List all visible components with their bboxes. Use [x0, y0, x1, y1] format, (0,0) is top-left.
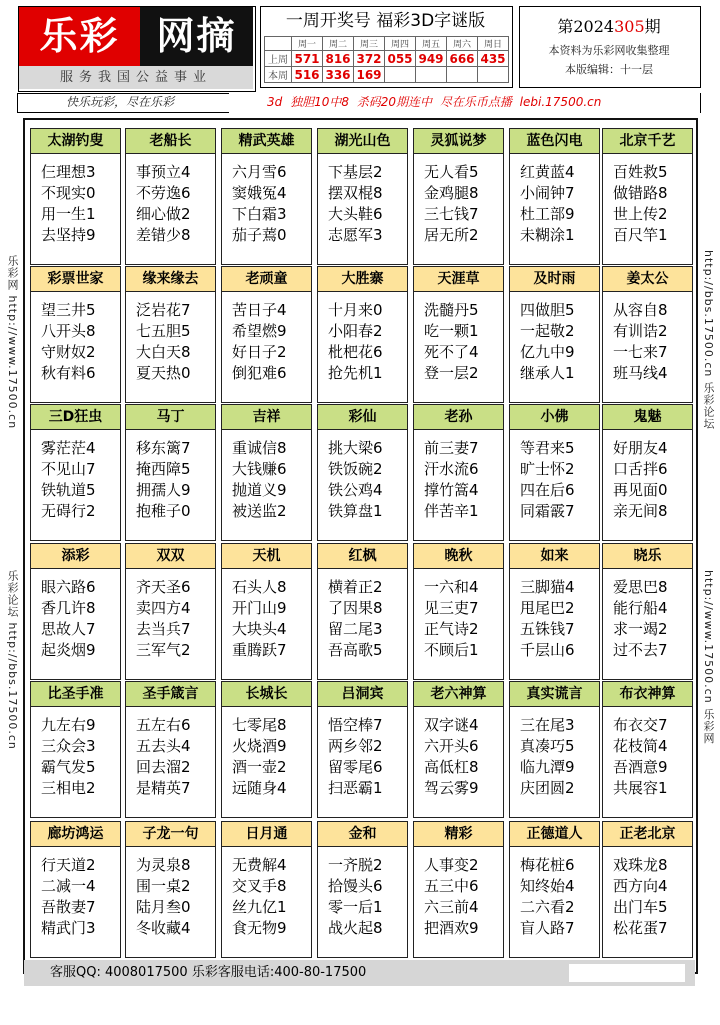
riddle-line: 等君来5	[520, 439, 575, 457]
riddle-line: 居无所2	[424, 226, 479, 244]
puzzle-cell	[317, 404, 408, 541]
riddle-line: 卖四方4	[136, 599, 191, 617]
row-label: 上周	[265, 51, 292, 67]
cell-author: 太湖钓叟	[31, 129, 120, 154]
day-header: 周五	[416, 37, 447, 51]
draw-number: 169	[354, 67, 385, 83]
riddle-line: 见三吏7	[424, 599, 479, 617]
draw-number: 055	[385, 51, 416, 67]
cell-author: 天机	[222, 544, 311, 569]
riddle-line: 移东篱7	[136, 439, 191, 457]
riddle-line: 大白天8	[136, 343, 191, 361]
riddle-line: 百尺竿1	[613, 226, 668, 244]
riddle-line: 花枝简4	[613, 737, 668, 755]
riddle-line: 七零尾8	[232, 716, 287, 734]
riddle-line: 吃一颗1	[424, 322, 479, 340]
side-url-left-bottom: 乐彩论坛 http://bbs.17500.cn	[6, 570, 19, 750]
riddle-line: 五三中6	[424, 877, 479, 895]
puzzle-cell	[221, 543, 312, 680]
riddle-line: 梅花桩6	[520, 856, 575, 874]
puzzle-cell	[30, 404, 121, 541]
table-header-row	[265, 37, 509, 51]
draw-number: 666	[447, 51, 478, 67]
puzzle-cell	[509, 681, 600, 818]
cell-author: 添彩	[31, 544, 120, 569]
cell-author: 长城长	[222, 682, 311, 707]
riddle-line: 五铢钱7	[520, 620, 575, 638]
cell-author: 廊坊鸿运	[31, 822, 120, 847]
riddle-line: 爱思巴8	[613, 578, 668, 596]
weekly-draw-table	[264, 36, 509, 83]
riddle-line: 重腾跃7	[232, 641, 287, 659]
riddle-line: 去坚持9	[41, 226, 96, 244]
riddle-line: 甩尾巴2	[520, 599, 575, 617]
last-week-row	[265, 51, 509, 67]
day-header: 周二	[323, 37, 354, 51]
cell-author: 小佛	[510, 405, 599, 430]
riddle-line: 求一竭2	[613, 620, 668, 638]
riddle-line: 泛岩花7	[136, 301, 191, 319]
riddle-line: 眼六路6	[41, 578, 96, 596]
riddle-line: 苦日子4	[232, 301, 287, 319]
riddle-line: 八开头8	[41, 322, 96, 340]
riddle-line: 一起敬2	[520, 322, 575, 340]
cell-author: 蓝色闪电	[510, 129, 599, 154]
editor-note: 本版编辑：十一层	[565, 63, 653, 76]
side-url-right-bottom: http://www.17500.cn 乐彩网	[702, 570, 715, 745]
cell-author: 鬼魅	[603, 405, 692, 430]
puzzle-cell	[30, 681, 121, 818]
riddle-line: 铁公鸡4	[328, 481, 383, 499]
riddle-line: 亲无间8	[613, 502, 668, 520]
riddle-line: 挑大梁6	[328, 439, 383, 457]
cell-author: 及时雨	[510, 267, 599, 292]
riddle-line: 小闹钟7	[520, 184, 575, 202]
riddle-line: 高低杠8	[424, 758, 479, 776]
puzzle-cell	[602, 404, 693, 541]
riddle-line: 十月来0	[328, 301, 383, 319]
cell-author: 彩票世家	[31, 267, 120, 292]
side-url-left-top: 乐彩网 http://www.17500.cn	[6, 255, 19, 430]
riddle-line: 驾云雾9	[424, 779, 479, 797]
riddle-line: 六三前4	[424, 898, 479, 916]
riddle-line: 秋有料6	[41, 364, 96, 382]
riddle-line: 汗水流6	[424, 460, 479, 478]
riddle-line: 了因果8	[328, 599, 383, 617]
riddle-line: 一七来7	[613, 343, 668, 361]
riddle-line: 夏天热0	[136, 364, 191, 382]
puzzle-cell	[413, 266, 504, 403]
riddle-line: 抱稚子0	[136, 502, 191, 520]
draw-number: 516	[292, 67, 323, 83]
cell-author: 吕洞宾	[318, 682, 407, 707]
puzzle-cell	[602, 543, 693, 680]
cell-author: 彩仙	[318, 405, 407, 430]
riddle-line: 撑竹篙4	[424, 481, 479, 499]
riddle-line: 枇杷花6	[328, 343, 383, 361]
riddle-line: 霸气发5	[41, 758, 96, 776]
puzzle-cell	[221, 821, 312, 958]
puzzle-cell	[413, 821, 504, 958]
riddle-line: 香几许8	[41, 599, 96, 617]
puzzle-cell	[317, 821, 408, 958]
riddle-line: 临九潭9	[520, 758, 575, 776]
cell-author: 北京千艺	[603, 129, 692, 154]
riddle-line: 精武门3	[41, 919, 96, 937]
riddle-line: 志愿军3	[328, 226, 383, 244]
draw-number: 372	[354, 51, 385, 67]
riddle-line: 不顾后1	[424, 641, 479, 659]
riddle-line: 不劳逸6	[136, 184, 191, 202]
issue-suffix: 期	[644, 17, 661, 36]
riddle-line: 仨理想3	[41, 163, 96, 181]
puzzle-cell	[413, 543, 504, 680]
riddle-line: 口舌拌6	[613, 460, 668, 478]
riddle-line: 交叉手8	[232, 877, 287, 895]
cell-author: 红枫	[318, 544, 407, 569]
riddle-line: 盲人路7	[520, 919, 575, 937]
puzzle-cell	[125, 266, 216, 403]
riddle-line: 下白霜3	[232, 205, 287, 223]
riddle-line: 石头人8	[232, 578, 287, 596]
riddle-line: 杜工部9	[520, 205, 575, 223]
puzzle-cell	[221, 128, 312, 265]
cell-author: 圣手箴言	[126, 682, 215, 707]
puzzle-cell	[221, 681, 312, 818]
riddle-line: 不现实0	[41, 184, 96, 202]
riddle-line: 三众会3	[41, 737, 96, 755]
riddle-line: 世上传2	[613, 205, 668, 223]
source-note: 本资料为乐彩网收集整理	[548, 44, 670, 57]
puzzle-cell	[30, 543, 121, 680]
riddle-line: 下基层2	[328, 163, 383, 181]
puzzle-cell	[30, 821, 121, 958]
riddle-line: 悟空棒7	[328, 716, 383, 734]
riddle-line: 七五胆5	[136, 322, 191, 340]
riddle-line: 五左右6	[136, 716, 191, 734]
draw-number: 336	[323, 67, 354, 83]
puzzle-cell	[602, 266, 693, 403]
riddle-line: 围一桌2	[136, 877, 191, 895]
riddle-line: 未糊涂1	[520, 226, 575, 244]
cell-author: 三D狂虫	[31, 405, 120, 430]
riddle-line: 松花蛋7	[613, 919, 668, 937]
promo-link[interactable]: 3d 独胆10中8 杀码20期连中 尽在乐币点播 lebi.17500.cn	[267, 95, 602, 109]
riddle-line: 好日子2	[232, 343, 287, 361]
cell-author: 如来	[510, 544, 599, 569]
riddle-line: 守财奴2	[41, 343, 96, 361]
riddle-line: 茄子蔫0	[232, 226, 287, 244]
riddle-line: 小阳春2	[328, 322, 383, 340]
issue-prefix: 第2024	[557, 17, 615, 36]
riddle-line: 三七钱7	[424, 205, 479, 223]
riddle-line: 再见面0	[613, 481, 668, 499]
riddle-line: 雾茫茫4	[41, 439, 96, 457]
draw-number: 571	[292, 51, 323, 67]
riddle-line: 无碍行2	[41, 502, 96, 520]
riddle-line: 铁饭碗2	[328, 460, 383, 478]
cell-author: 大胜寨	[318, 267, 407, 292]
riddle-line: 留零尾6	[328, 758, 383, 776]
riddle-line: 做错路8	[613, 184, 668, 202]
riddle-line: 真凑巧5	[520, 737, 575, 755]
cell-author: 老六神算	[414, 682, 503, 707]
this-week-row	[265, 67, 509, 83]
riddle-line: 抢先机1	[328, 364, 383, 382]
riddle-line: 西方向4	[613, 877, 668, 895]
day-header: 周日	[478, 37, 509, 51]
riddle-line: 吾酒意9	[613, 758, 668, 776]
riddle-line: 二减一4	[41, 877, 96, 895]
riddle-line: 铁轨道5	[41, 481, 96, 499]
cell-author: 正德道人	[510, 822, 599, 847]
puzzle-cell	[125, 821, 216, 958]
puzzle-cell	[221, 266, 312, 403]
riddle-line: 六月雪6	[232, 163, 287, 181]
riddle-line: 掩西障5	[136, 460, 191, 478]
cell-author: 马丁	[126, 405, 215, 430]
riddle-line: 四在后6	[520, 481, 575, 499]
draw-number: 435	[478, 51, 509, 67]
day-header: 周六	[447, 37, 478, 51]
riddle-line: 从容自8	[613, 301, 668, 319]
riddle-line: 横着正2	[328, 578, 383, 596]
cell-author: 精武英雄	[222, 129, 311, 154]
footer-blank-box	[569, 964, 685, 982]
riddle-line: 酒一壶2	[232, 758, 287, 776]
draw-number	[447, 67, 478, 83]
riddle-line: 好朋友4	[613, 439, 668, 457]
riddle-line: 大钱赚6	[232, 460, 287, 478]
riddle-line: 窦娥冤4	[232, 184, 287, 202]
riddle-line: 留二尾3	[328, 620, 383, 638]
riddle-line: 用一生1	[41, 205, 96, 223]
riddle-line: 摆双棍8	[328, 184, 383, 202]
draw-number: 816	[323, 51, 354, 67]
riddle-line: 零一后1	[328, 898, 383, 916]
riddle-line: 班马线4	[613, 364, 668, 382]
riddle-line: 百姓救5	[613, 163, 668, 181]
riddle-line: 丝九亿1	[232, 898, 287, 916]
riddle-line: 望三井5	[41, 301, 96, 319]
riddle-line: 前三妻7	[424, 439, 479, 457]
cell-author: 晚秋	[414, 544, 503, 569]
puzzle-cell	[509, 543, 600, 680]
cell-author: 晓乐	[603, 544, 692, 569]
riddle-line: 为灵泉8	[136, 856, 191, 874]
cell-author: 日月通	[222, 822, 311, 847]
riddle-line: 一齐脱2	[328, 856, 383, 874]
puzzle-cell	[413, 681, 504, 818]
panel-title: 一周开奖号 福彩3D字谜版	[285, 11, 486, 31]
riddle-line: 大块头4	[232, 620, 287, 638]
riddle-line: 伴苦辛1	[424, 502, 479, 520]
cell-author: 子龙一句	[126, 822, 215, 847]
puzzle-cell	[317, 266, 408, 403]
riddle-line: 回去溜2	[136, 758, 191, 776]
puzzle-cell	[317, 681, 408, 818]
cell-author: 布衣神算	[603, 682, 692, 707]
day-header: 周一	[292, 37, 323, 51]
logo-slogan: 服务我国公益事业	[19, 66, 253, 89]
puzzle-cell	[30, 128, 121, 265]
riddle-line: 四做胆5	[520, 301, 575, 319]
issue-number	[519, 14, 699, 37]
riddle-line: 千层山6	[520, 641, 575, 659]
cell-author: 灵狐说梦	[414, 129, 503, 154]
row-label: 本周	[265, 67, 292, 83]
contact-info: 客服QQ: 4008017500 乐彩客服电话:400-80-17500	[50, 965, 367, 980]
riddle-line: 把酒欢9	[424, 919, 479, 937]
riddle-line: 过不去7	[613, 641, 668, 659]
puzzle-cell	[602, 821, 693, 958]
cell-author: 姜太公	[603, 267, 692, 292]
riddle-line: 三军气2	[136, 641, 191, 659]
riddle-line: 无人看5	[424, 163, 479, 181]
riddle-line: 行天道2	[41, 856, 96, 874]
puzzle-cell	[413, 404, 504, 541]
riddle-line: 继承人1	[520, 364, 575, 382]
riddle-line: 无费解4	[232, 856, 287, 874]
puzzle-cell	[125, 681, 216, 818]
riddle-line: 有训诰2	[613, 322, 668, 340]
cell-author: 精彩	[414, 822, 503, 847]
riddle-line: 铁算盘1	[328, 502, 383, 520]
riddle-line: 登一层2	[424, 364, 479, 382]
riddle-line: 吾高歌5	[328, 641, 383, 659]
riddle-line: 食无物9	[232, 919, 287, 937]
puzzle-cell	[221, 404, 312, 541]
riddle-line: 希望燃9	[232, 322, 287, 340]
riddle-line: 拾馒头6	[328, 877, 383, 895]
day-header: 周三	[354, 37, 385, 51]
riddle-line: 人事变2	[424, 856, 479, 874]
cell-author: 正老北京	[603, 822, 692, 847]
puzzle-cell	[317, 128, 408, 265]
puzzle-cell	[125, 543, 216, 680]
riddle-line: 共展容1	[613, 779, 668, 797]
riddle-line: 双字谜4	[424, 716, 479, 734]
riddle-line: 死不了4	[424, 343, 479, 361]
logo-black-part: 网摘	[140, 7, 253, 66]
puzzle-cell	[413, 128, 504, 265]
riddle-line: 齐天圣6	[136, 578, 191, 596]
side-url-right-top: http://bbs.17500.cn 乐彩论坛	[702, 250, 715, 430]
puzzle-cell	[509, 128, 600, 265]
riddle-line: 二六看2	[520, 898, 575, 916]
cell-author: 老船长	[126, 129, 215, 154]
riddle-line: 大头鞋6	[328, 205, 383, 223]
riddle-line: 红黄蓝4	[520, 163, 575, 181]
logo-red-part: 乐彩	[19, 7, 140, 66]
riddle-line: 两乡邻2	[328, 737, 383, 755]
riddle-line: 抛道义9	[232, 481, 287, 499]
cell-author: 老顽童	[222, 267, 311, 292]
riddle-line: 戏珠龙8	[613, 856, 668, 874]
puzzle-cell	[509, 266, 600, 403]
promo-slogan: 快乐玩彩，尽在乐彩	[66, 95, 175, 109]
riddle-line: 差错少8	[136, 226, 191, 244]
cell-author: 比圣手准	[31, 682, 120, 707]
riddle-line: 开门山9	[232, 599, 287, 617]
riddle-line: 九左右9	[41, 716, 96, 734]
puzzle-cell	[509, 404, 600, 541]
riddle-line: 六开头6	[424, 737, 479, 755]
riddle-line: 三脚猫4	[520, 578, 575, 596]
cell-author: 湖光山色	[318, 129, 407, 154]
riddle-line: 陆月叁0	[136, 898, 191, 916]
riddle-line: 同霜霰7	[520, 502, 575, 520]
riddle-line: 被送监2	[232, 502, 287, 520]
cell-author: 老孙	[414, 405, 503, 430]
puzzle-cell	[602, 681, 693, 818]
corner-cell	[265, 37, 292, 51]
riddle-line: 不见山7	[41, 460, 96, 478]
riddle-line: 一六和4	[424, 578, 479, 596]
cell-author: 真实谎言	[510, 682, 599, 707]
puzzle-cell	[30, 266, 121, 403]
draw-number	[385, 67, 416, 83]
riddle-line: 事预立4	[136, 163, 191, 181]
puzzle-cell	[509, 821, 600, 958]
riddle-line: 起炎烟9	[41, 641, 96, 659]
riddle-line: 扫恶霸1	[328, 779, 383, 797]
riddle-line: 洗髓丹5	[424, 301, 479, 319]
issue-value: 305	[614, 17, 645, 36]
riddle-line: 倒犯难6	[232, 364, 287, 382]
cell-author: 双双	[126, 544, 215, 569]
riddle-line: 三在尾3	[520, 716, 575, 734]
puzzle-cell	[125, 128, 216, 265]
riddle-line: 正气诗2	[424, 620, 479, 638]
riddle-line: 火烧酒9	[232, 737, 287, 755]
draw-number	[416, 67, 447, 83]
riddle-line: 去当兵7	[136, 620, 191, 638]
cell-author: 金和	[318, 822, 407, 847]
riddle-line: 细心做2	[136, 205, 191, 223]
riddle-line: 远随身4	[232, 779, 287, 797]
riddle-line: 布衣交7	[613, 716, 668, 734]
riddle-line: 拥孺人9	[136, 481, 191, 499]
cell-author: 天涯草	[414, 267, 503, 292]
riddle-line: 旷士怀2	[520, 460, 575, 478]
riddle-line: 是精英7	[136, 779, 191, 797]
riddle-line: 冬收藏4	[136, 919, 191, 937]
riddle-line: 三相电2	[41, 779, 96, 797]
riddle-line: 知终始4	[520, 877, 575, 895]
riddle-line: 亿九中9	[520, 343, 575, 361]
riddle-line: 能行船4	[613, 599, 668, 617]
day-header: 周四	[385, 37, 416, 51]
puzzle-cell	[317, 543, 408, 680]
riddle-line: 金鸡腿8	[424, 184, 479, 202]
riddle-line: 思故人7	[41, 620, 96, 638]
puzzle-cell	[602, 128, 693, 265]
riddle-line: 五去头4	[136, 737, 191, 755]
riddle-line: 战火起8	[328, 919, 383, 937]
riddle-line: 重诚信8	[232, 439, 287, 457]
puzzle-cell	[125, 404, 216, 541]
riddle-line: 庆团圆2	[520, 779, 575, 797]
cell-author: 吉祥	[222, 405, 311, 430]
cell-author: 缘来缘去	[126, 267, 215, 292]
riddle-line: 吾散妻7	[41, 898, 96, 916]
draw-number	[478, 67, 509, 83]
riddle-line: 出门车5	[613, 898, 668, 916]
draw-number: 949	[416, 51, 447, 67]
